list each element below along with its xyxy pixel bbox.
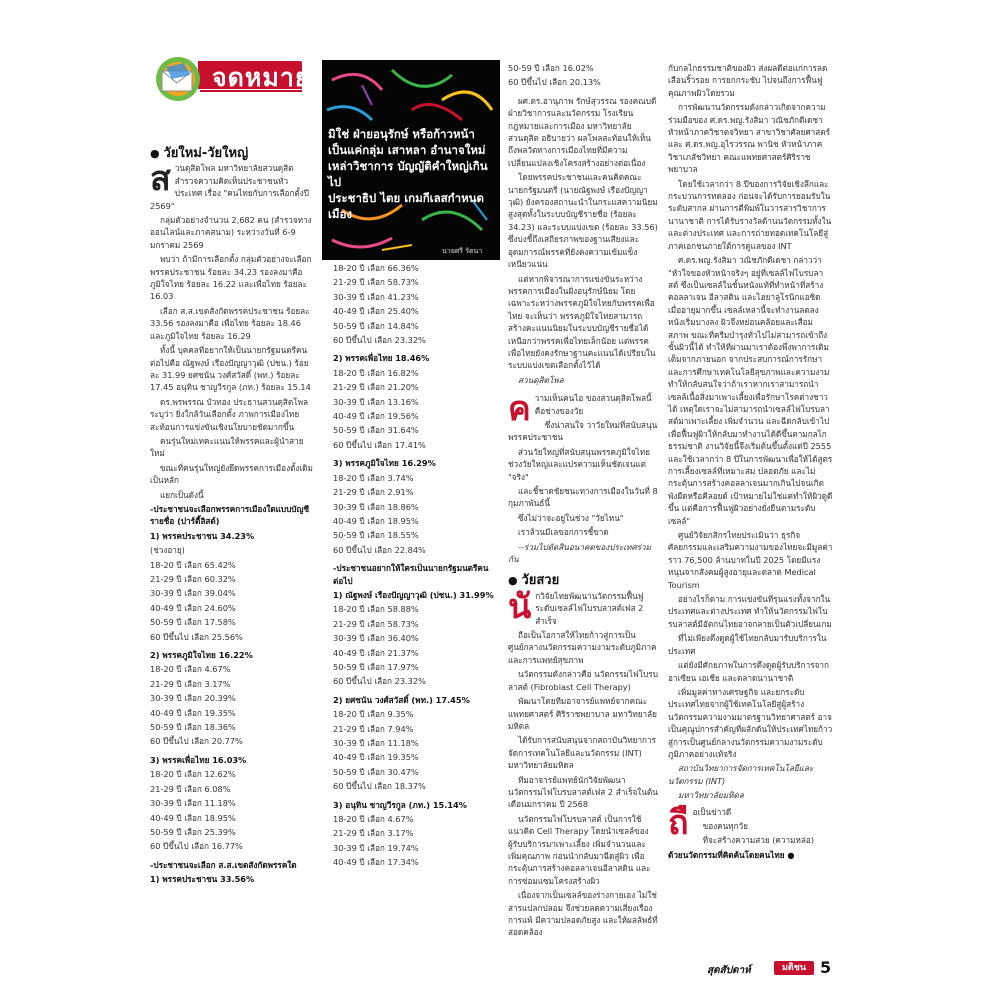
paragraph: ของคนทุกวัย [702,820,748,831]
group-title: 3) พรรคภูมิใจไทย 16.29% [333,458,436,469]
drop-cap: นั [508,586,532,627]
list-item: 30-39 ปี เลือก 18.86% [333,501,419,512]
paragraph: ถือเป็นข่าวดี [668,802,732,843]
paragraph: การพัฒนานวัตกรรมดังกล่าวเกิดจากความร่วมมือของ ศ.ดร.พญ.รังสิมา วณิชภักดีเดชา หัวหน้าภาควิชาตจวิทยา สาขาวิชาศัลยศาสตร์ และ ศ.ดร.พญ.อุไรวรรณ พานิช หัวหน้าภาควิชาเภสัชวิทยา คณะแพทยศาสตร์ศิริราชพยาบาล [668,102,830,175]
list-item: 60 ปีขึ้นไป เลือก 18.37% [333,781,426,792]
list-item: 60 ปีขึ้นไป เลือก 20.77% [150,736,243,747]
list-item: 18-20 ปี เลือก 66.36% [333,263,419,273]
list-item: 40-49 ปี เลือก 25.40% [333,306,419,317]
paragraph: พบว่า ถ้ามีการเลือกตั้ง กลุ่มตัวอย่างจะเลือกพรรคประชาชน ร้อยละ 34.23 รองลงมาคือ ภูมิใจไทย ร้อยละ 16.22 และเพื่อไทย ร้อยละ 16.03 [150,254,312,302]
list-item: 40-49 ปี เลือก 21.37% [333,647,419,658]
paragraph: ดร.พรพรรณ บัวทอง ประธานสวนดุสิตโพล ระบุว่า ยิ่งใกล้วันเลือกตั้ง ภาพการเมืองไทยสะท้อนการแข่งขันเชิงนโยบายชัดมากขึ้น [150,396,309,432]
list-item: 18-20 ปี เลือก 3.74% [333,472,414,483]
paragraph: อย่างไรก็ตาม การแข่งขันที่รุนแรงทั้งจากในประเทศและต่างประเทศ ทำให้นวัตกรรมไฟโบรบลาสต์มีอัตกนไทยอาจกลายเป็นตัวเปลี่ยนเกม [668,594,832,629]
list-item: 30-39 ปี เลือก 11.18% [150,798,236,809]
paragraph: ขณะที่คนรุ่นใหญ่ยังยึดพรรคการเมืองดั้งเดิมเป็นหลัก [150,462,313,486]
list-item: 50-59 ปี เลือก 25.39% [150,826,236,837]
group-title: 1) พรรคประชาชน 34.23% [150,530,255,541]
signature: สวนดุสิตโพล [518,374,564,385]
list-item: 30-39 ปี เลือก 36.40% [333,633,419,644]
paragraph: ถือเป็นโอกาสให้ไทยก้าวสู่การเป็นศูนย์กลางนวัตกรรมความงามระดับภูมิภาคและการแพทย์สุขภาพ [508,630,657,665]
list-item: 50-59 ปี เลือก 30.47% [333,766,419,777]
list-item: 40-49 ปี เลือก 18.95% [150,812,236,823]
list-item: 50-59 ปี เลือก 17.58% [150,617,236,628]
list-item: 60 ปีขึ้นไป เลือก 23.32% [333,335,426,346]
list-item: 30-39 ปี เลือก 20.39% [150,693,236,704]
list-item: 21-29 ปี เลือก 21.20% [333,382,419,393]
paragraph: นวัตกรรมดังกล่าวคือ นวัตกรรมไฟโบรบลาสต์ (Fibroblast Cell Therapy) [508,669,658,692]
page-number: 5 [820,958,832,977]
group-title: 3) อนุทิน ชาญวีรกูล (ภท.) 15.14% [333,799,467,810]
column-3 [508,62,658,941]
paragraph: ที่จะสร้างความสวย (ความหล่อ) [702,835,815,846]
list-item: 40-49 ปี เลือก 19.56% [333,411,419,422]
paragraph: ที่ไม่เพียงดึงดูดผู้ใช้ไทยกลับมารับบริการในประเทศ [668,633,827,656]
question-heading: -ประชาชนอยากให้ใครเป็นนายกรัฐมนตรีคนต่อไป [333,563,489,586]
paragraph: แต่ยังมีศักยภาพในการดึงดูดผู้รับบริการจากอาเซียน เอเชีย และตลาดนานาชาติ [668,660,829,683]
list-item: 30-39 ปี เลือก 39.04% [150,588,236,599]
list-item: 60 ปีขึ้นไป เลือก 23.32% [333,676,426,687]
paragraph: ศ.ดร.พญ.รังสิมา วณิชภักดีเดชา กล่าวว่า "หัวใจของหัวหน้าจริงๆ อยู่ที่เซลล์ไฟโบรบลาสต์ ซึ่งเป็นเซลล์ในชั้นหนังแท้ที่ทำหน้าที่สร้างคอลลาเจน อีลาสติน และไฮยาลูโรนิกแอซิด เมื่ออายุมากขึ้น เซลล์เหล่านี้จะทำงานลดลง หนังเริ่มบางลง ผิวจึงหย่อนคล้อยและเสื่อมสภาพ ขณะที่ครีมบำรุงทั่วไปไม่สามารถเข้าถึงชั้นผิวนี้ได้ ทำให้ที่ผ่านมาเราต้องพึ่งพาการเติมเต็มจากภายนอก จากประสบการณ์การรักษาและการศึกษาเทคโนโลยีสุขภาพและความงาม ทำให้กลับสนใจว่าถ้าเราหากเราสามารถนำเซลล์เนื้อสิ่งมาเพาะเลี้ยงเพื่อรักษาโรคต่างชาวได้ เหตุใดเราจะไม่สามารถนำเซลล์ไฟโบรบลาสต์มาเพาะเลี้ยง เพิ่มจำนวน และฉีดกลับเข้าไป เพื่อฟื้นฟูผิวให้กลับมาทำงานได้ดีขึ้นตามกลไกธรรมชาติ งานวิจัยนี้จึงเริ่มต้นขึ้นตั้งแต่ปี 2555 และใช้เวลากว่า 8 ปีในการพัฒนาเพื่อให้ได้สูตรการเลี้ยงเซลล์ที่เหมาะสม ปลอดภัย และไม่กระตุ้นการสร้างคอลลาเจนมากเกินไปจนเกิดพังผืดหรือคีลอยด์ เป้าหมายไม่ใช่แค่ทำให้ผิวดูดีขึ้น แต่คือการฟื้นฟูผิวอย่างยั่งยืนตามระดับเซลล์" [668,255,833,526]
paragraph: ความเห็นคนไอ ของสวนดุสิตโพลนี้ คือช่างของวัย [508,389,652,430]
paragraph: และชี้ชาดชัยชนะทางการเมืองในวันที่ 8 กุมภาพันธ์นี้ [508,486,658,509]
list-item: 40-49 ปี เลือก 19.35% [150,707,236,718]
drop-cap: ถื [668,802,689,843]
paragraph: โดยพรรคประชาชนและคนคิดคณะนายกรัฐมนตรี (นายณัฐพงษ์ เรืองปัญญาวุฒิ) ยังครองสถานะนำในกระแสความนิยมสูงสุดทั้งในระบบบัญชีรายชื่อ (ร้อยละ 34.23) และระบบแบ่งเขต (ร้อยละ 33.56) ซึ่งบ่งชี้ถึงเสถียรภาพของฐานเสียงและอุดมการณ์พรรคที่ยังคงความเข้มแข็งเหนียวแน่น [508,172,658,270]
list-item: 40-49 ปี เลือก 18.95% [333,515,419,526]
section-title: จดหมาย [212,63,311,92]
list-item: 50-59 ปี เลือก 14.84% [333,320,419,331]
group-title: 1) พรรคประชาชน 33.56% [150,874,255,885]
poem-line: มิใช่ ฝ่ายอนุรักษ์ หรือก้าวหน้า [328,127,475,141]
paragraph: แยกเป็นดังนี้ [160,489,204,500]
list-item: 18-20 ปี เลือก 4.67% [333,814,414,825]
column-4 [668,62,833,863]
list-item: 21-29 ปี เลือก 6.08% [150,783,231,794]
paragraph: เลือก ส.ส.เขตสังกัดพรรคประชาชน ร้อยละ 33.56 รองลงมาคือ เพื่อไทย ร้อยละ 18.46 และภูมิใจไทย ร้อยละ 16.29 [150,305,310,341]
paragraph: ทีมอาจารย์แพทย์นักวิจัยพัฒนานวัตกรรมไฟโบรบลาสต์เฟส 2 สำเร็จในต้นเดือนมกราคม ปี 2568 [508,774,658,810]
paragraph: เนื่องจากเป็นเซลล์ของร่างกายเอง ไม่ใช่สารแปลกปลอม จึงช่วยลดความเสี่ยงเรื่องการแพ้ มีความปลอดภัยสูง และให้ผลลัพธ์ที่สอดคล้อง [508,890,658,938]
signature: มหาวิทยาลัยมหิดล [678,790,744,801]
paragraph: เพิ่มมูลค่าทางเศรษฐกิจ และยกระดับประเทศไทยจากผู้ใช้เทคโนโลยีสู่ผู้สร้างนวัตกรรมความงามมาตรฐานวิทยาศาสตร์ อาจเป็นคุณูปการสำคัญที่ผลักดันให้ประเทศไทยก้าวสู่การเป็นศูนย์กลางนวัตกรรมความงามระดับภูมิภาคอย่างแท้จริง [668,686,833,759]
paragraph: แต่หากพิจารณาการแข่งขันระหว่างพรรคการเมืองในฝั่งอนุรักษ์นิยม โดยเฉพาะระหว่างพรรคภูมิใจไทยกับพรรคเพื่อไทย จะเห็นว่า พรรคภูมิใจไทยสามารถสร้างคะแนนนิยมในระบบบัญชีรายชื่อได้เหนือกว่าพรรคเพื่อไทยเล็กน้อย แต่พรรคเพื่อไทยยังคงรักษาฐานคะแนนได้เปรียบในระบบแบ่งเขตเลือกตั้งไว้ได้ [508,273,656,371]
poem-line: เป็นแค่กลุ่ม เสาหลา อำนาจใหม่ [328,143,486,157]
group-title: 2) พรรคเพื่อไทย 18.46% [333,353,430,364]
poem-line: ประชาธิป ไตย เกมกีเลสกำหนดเมือง [328,191,484,221]
paragraph: กลุ่มตัวอย่างจำนวน 2,682 คน (สำรวจทางออนไลน์และภาคสนาม) ระหว่างวันที่ 6-9 มกราคม 2569 [150,215,312,250]
list-item: 18-20 ปี เลือก 58.88% [333,604,419,615]
signature: สถาบันวิทยาการจัดการเทคโนโลยีและนวัตกรรม (INT) [668,763,814,786]
list-item: 60 ปีขึ้นไป เลือก 16.77% [150,841,243,852]
group-title: 2) ยศชนัน วงศ์สวัสดิ์ (พท.) 17.45% [333,694,470,705]
list-item: 30-39 ปี เลือก 19.74% [333,842,419,853]
list-item: 21-29 ปี เลือก 58.73% [333,277,419,288]
list-item: 40-49 ปี เลือก 17.34% [333,857,419,868]
poem-byline: นายศรี รัตนา [442,247,483,255]
list-item: 18-20 ปี เลือก 9.35% [333,709,414,720]
list-item: 18-20 ปี เลือก 16.82% [333,367,419,378]
list-item: 21-29 ปี เลือก 60.32% [150,574,236,584]
paragraph: ผศ.ดร.อานุภาพ รักษ์สุวรรณ รองคณบดีฝ่ายวิชาการและนวัตกรรม โรงเรียนกฎหมายและการเมือง มหาวิทยาลัยสวนดุสิต อธิบายว่า ผลโพลสะท้อนให้เห็นถึงพลวัตทางการเมืองไทยที่มีความเปลี่ยนแปลงเชิงโครงสร้างอย่างต่อเนื่อง [508,95,657,168]
list-item: 50-59 ปี เลือก 18.36% [150,722,236,733]
list-item: 18-20 ปี เลือก 12.62% [150,769,236,780]
paragraph: ได้รับการสนับสนุนจากสถาบันวิทยาการจัดการเทคโนโลยีและนวัตกรรม (INT) มหาวิทยาลัยมหิดล [508,735,657,771]
column-1 [150,148,313,888]
section-heading: ● วัยสวย [508,575,658,587]
group-title: 2) พรรคภูมิใจไทย 16.22% [150,650,253,661]
list-item: 60 ปีขึ้นไป เลือก 20.13% [508,77,601,88]
paragraph: นักวิจัยไทยพัฒนานวัตกรรมฟื้นฟูระดับเซลล์ไฟโบรบลาสต์เฟส 2 สำเร็จ [508,586,644,627]
poem-banner [322,60,500,260]
paragraph: --ร่วมไปตัดสินอนาคตของประเทศร่วมกัน [508,541,652,565]
drop-cap: ค [508,389,531,430]
paragraph: เราล้วนมีเลขอกการชี้ขาด [518,527,609,538]
question-heading: -ประชาชนจะเลือกพรรคการเมืองใดแบบบัญชีรายชื่อ (ปาร์ตี้ลิสต์) [150,503,310,527]
paragraph: ซึ่งไม่ว่าจะอยู่ในช่วง "วัยไหน" [518,512,624,523]
list-item: 40-49 ปี เลือก 24.60% [150,602,236,613]
paragraph: ซึ่งน่าสนใจ ว่าวัยใหม่ที่สนับสนุนพรรคประชาชน [508,419,658,443]
paragraph: ส่วนวัยใหญ่ที่สนับสนุนพรรคภูมิใจไทย ช่วงวัยใหญ่และแปรความเห็นชัดเจนแต่ "จริง" [508,446,650,482]
group-title: 1) ณัฐพงษ์ เรืองปัญญาวุฒิ (ปชน.) 31.99% [333,589,494,600]
list-item: 18-20 ปี เลือก 4.67% [150,664,231,675]
paragraph: ศูนย์วิจัยกสิกรไทยประเมินว่า ธุรกิจศัลยกรรมและเสริมความงามของไทยจะมีมูลค่าราว 76,500 ล้านบาทในปี 2025 โดยมีแรงหนุนจากสังคมผู้สูงอายุและตลาด Medical Tourism [668,530,833,590]
paragraph: สวนดุสิตโพล มหาวิทยาลัยสวนดุสิต สำรวจความคิดเห็นประชาชนทั่วประเทศ เรื่อง "คนไทยกับการเลือกตั้งปี 2569" [150,159,309,211]
list-item: 21-29 ปี เลือก 7.94% [333,723,414,734]
paragraph: คนรุ่นใหม่เทคะแนนให้พรรคและผู้นำสายใหม่ [150,435,304,459]
paragraph: โดยใช้เวลากว่า 8 ปีของการวิจัยเชิงลึกและกระบวนการทดลอง ก่อนจะได้รับการยอมรับในระดับสากล ผ่านการตีพิมพ์ในวารสารวิชาการนานาชาติ การได้รับรางวัลด้านนวัตกรรมทั้งในและต่างประเทศ และการถ่ายทอดเทคโนโลยีสู่ภาคเอกชนภายใต้การดูแลของ INT [668,178,832,251]
list-item: 21-29 ปี เลือก 2.91% [333,487,414,498]
paragraph: นวัตกรรมไฟโบรบลาสต์ เป็นการใช้แนวคิด Cell Therapy โดยนำเซลล์ของผู้รับบริการมาเพาะเลี้ยง เพิ่มจำนวนและเพิ่มคุณภาพ ก่อนนำกลับมาฉีดสู่ผิว เพื่อกระตุ้นการสร้างคอลลาเจนอีลาสติน และการซ่อมแซมโครงสร้างผิว [508,813,651,886]
column-2 [333,262,498,871]
group-title: 3) พรรคเพื่อไทย 16.03% [150,754,247,765]
list-item: 30-39 ปี เลือก 11.18% [333,738,419,748]
list-item: 21-29 ปี เลือก 3.17% [333,828,414,839]
list-item: 18-20 ปี เลือก 65.42% [150,559,236,570]
list-item: 30-39 ปี เลือก 41.23% [333,291,419,302]
list-item: 60 ปีขึ้นไป เลือก 17.41% [333,439,426,450]
list-item: 30-39 ปี เลือก 13.16% [333,396,419,407]
list-item: 50-59 ปี เลือก 17.97% [333,661,419,672]
section-heading: ● วัยใหม่-วัยใหญ่ [150,148,313,160]
group-sub: (ช่วงอายุ) [150,545,185,556]
paragraph: กับกลไกธรรมชาติของผิว ส่งผลดีต่อแก่การลดเลือนริ้วรอย การยกกระชับ ไปจนถึงการฟื้นฟูคุณภาพผิวโดยรวม [668,63,828,98]
poem-line: เหล่าวิชาการ บัญญัติคำใหญ่เกินไป [328,159,488,189]
list-item: 40-49 ปี เลือก 19.35% [333,752,419,763]
list-item: 21-29 ปี เลือก 58.73% [333,618,419,629]
list-item: 60 ปีขึ้นไป เลือก 25.56% [150,631,243,642]
drop-cap: ส [150,159,171,200]
list-item: 50-59 ปี เลือก 18.55% [333,530,419,541]
list-item: 50-59 ปี เลือก 31.64% [333,425,419,436]
banner-poem [328,126,496,222]
paragraph: ด้วยนวัตกรรมที่คิดค้นโดยคนไทย ● [668,849,795,860]
magazine-badge: มติชน [774,961,814,975]
paragraph: ทั้งนี้ บุคคลที่อยากให้เป็นนายกรัฐมนตรีคนต่อไปคือ ณัฐพงษ์ เรืองปัญญาวุฒิ (ปชน.) ร้อยละ 31.99 ยศชนัน วงศ์สวัสดิ์ (พท.) ร้อยละ 17.45 อนุทิน ชาญวีรกูล (ภท.) ร้อยละ 15.14 [150,345,311,393]
magazine-brand: สุดสัปดาห์ [707,965,751,976]
question-heading: -ประชาชนจะเลือก ส.ส.เขตสังกัดพรรคใด [150,859,297,870]
list-item: 60 ปีขึ้นไป เลือก 22.84% [333,544,426,555]
paragraph: พัฒนาโดยทีมอาจารย์แพทย์จากคณะแพทยศาสตร์ ศิริราชพยาบาล มหาวิทยาลัยมหิดล [508,696,657,731]
list-item: 50-59 ปี เลือก 16.02% [508,63,594,73]
list-item: 21-29 ปี เลือก 3.17% [150,678,231,689]
